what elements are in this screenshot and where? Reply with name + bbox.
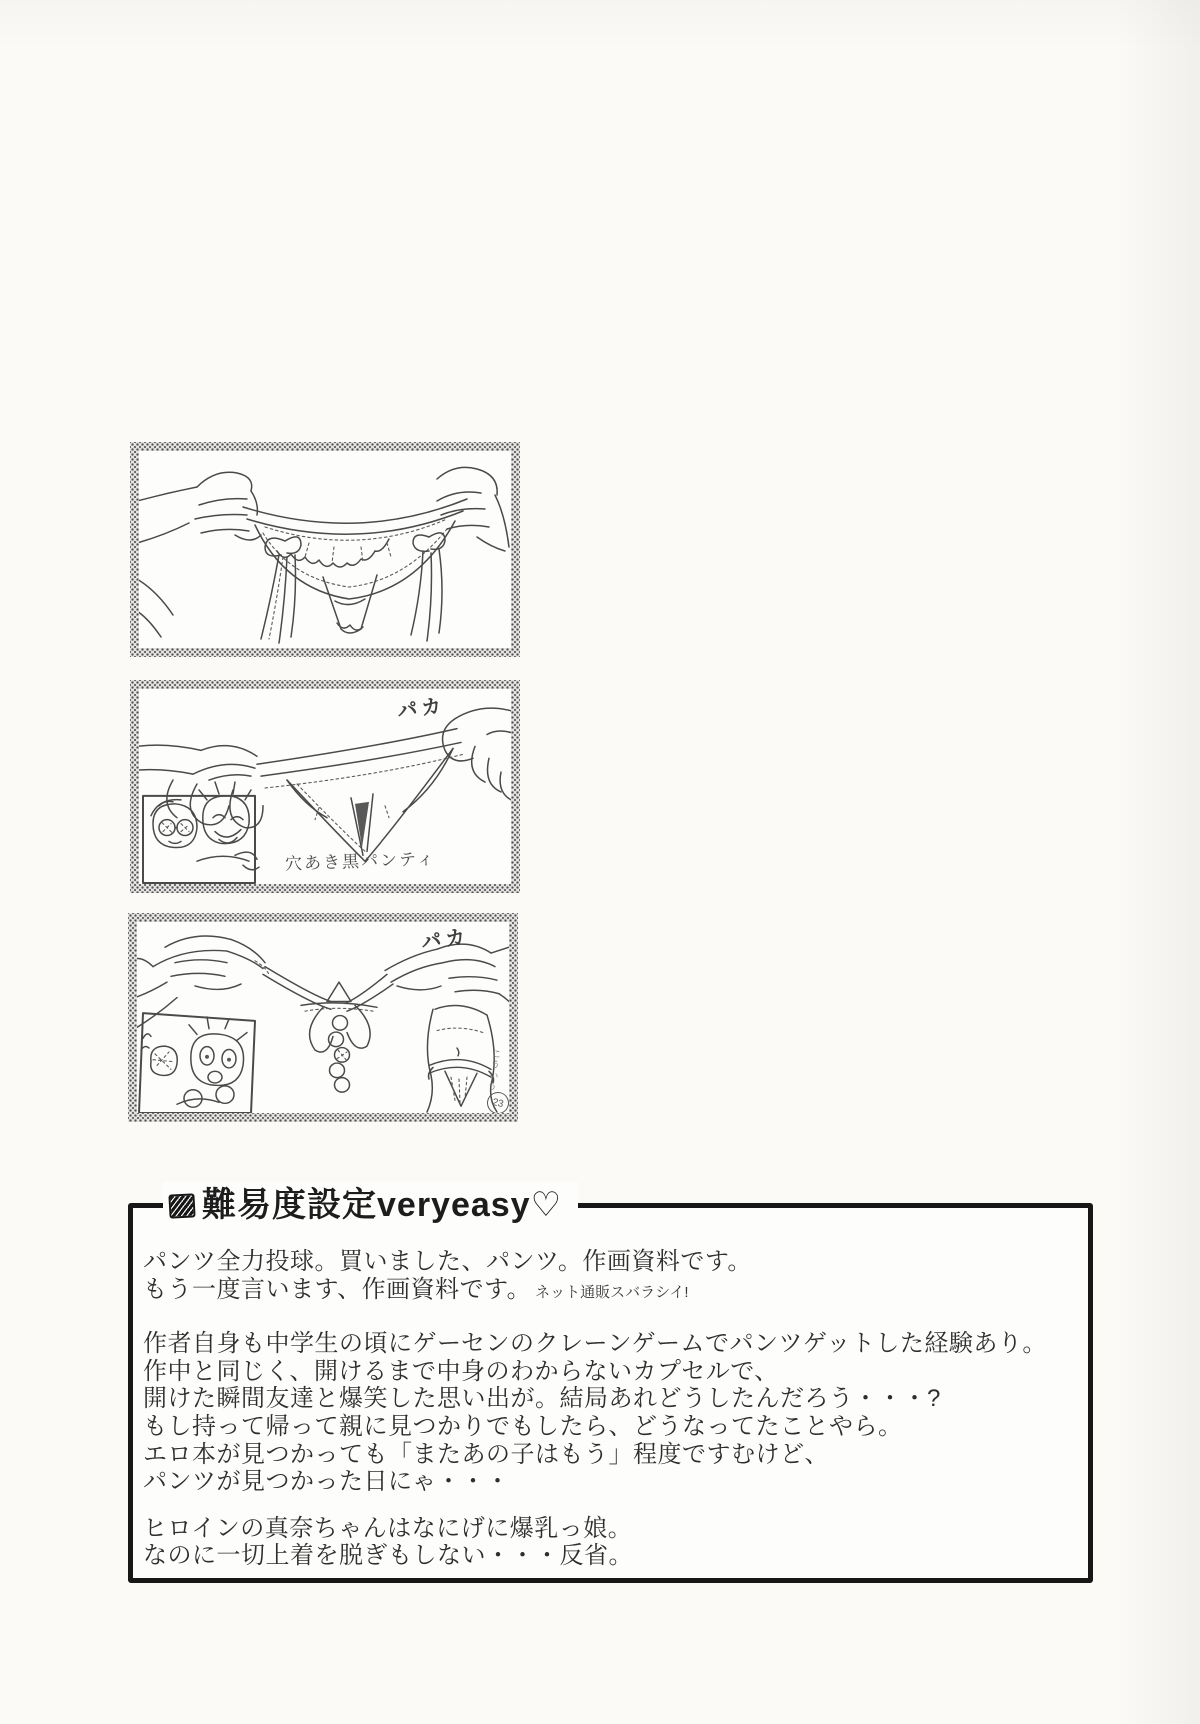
sketch-panel-1 — [130, 442, 520, 657]
afterword-box — [128, 1186, 1093, 1583]
afterword-line: もし持って帰って親に見つかりでもしたら、どうなってたことやら。 — [143, 1412, 903, 1440]
sketch-panel-2 — [130, 680, 520, 893]
sketch-panel-2-drawing — [139, 689, 511, 884]
sfx-paka: パカ — [396, 695, 447, 723]
afterword-line: なのに一切上着を脱ぎもしない・・・反省。 — [143, 1542, 633, 1570]
sketch-panel-1-drawing — [139, 451, 511, 648]
afterword-line: エロ本が見つかっても「またあの子はもう」程度ですむけど、 — [143, 1440, 829, 1468]
sketch-note: こういう — [483, 1047, 502, 1093]
afterword-line: 開けた瞬間友達と爆笑した思い出が。結局あれどうしたんだろう・・・? — [143, 1385, 941, 1413]
afterword-title-text: 難易度設定veryeasy♡ — [202, 1186, 563, 1224]
afterword-small-note: ネット通販スバラシイ! — [535, 1283, 689, 1301]
afterword-line: 作中と同じく、開けるまで中身のわからないカプセルで、 — [143, 1357, 779, 1385]
afterword-title — [163, 1182, 578, 1230]
sketch-panel-3-drawing — [137, 922, 509, 1113]
afterword-line: パンツ全力投球。買いました、パンツ。作画資料です。 — [143, 1248, 752, 1275]
afterword-line: 作者自身も中学生の頃にゲーセンのクレーンゲームでパンツゲットした経験あり。 — [143, 1330, 1047, 1358]
sfx-paka: パカ — [420, 926, 471, 954]
panties-stretch-sketch — [139, 451, 511, 648]
afterword-line: パンツが見つかった日にゃ・・・ — [143, 1468, 511, 1496]
panty-caption: 穴あき黒パンティ — [284, 849, 436, 874]
afterword-line: ヒロインの真奈ちゃんはなにげに爆乳っ娘。 — [143, 1514, 633, 1542]
scribble-square-icon — [168, 1193, 195, 1218]
afterword-body — [143, 1248, 1080, 1570]
afterword-line: もう一度言います、作画資料です。 ネット通販スバラシイ! — [143, 1275, 689, 1303]
circled-number-mark: 23 — [485, 1090, 509, 1113]
sketch-panel-3 — [128, 913, 518, 1122]
